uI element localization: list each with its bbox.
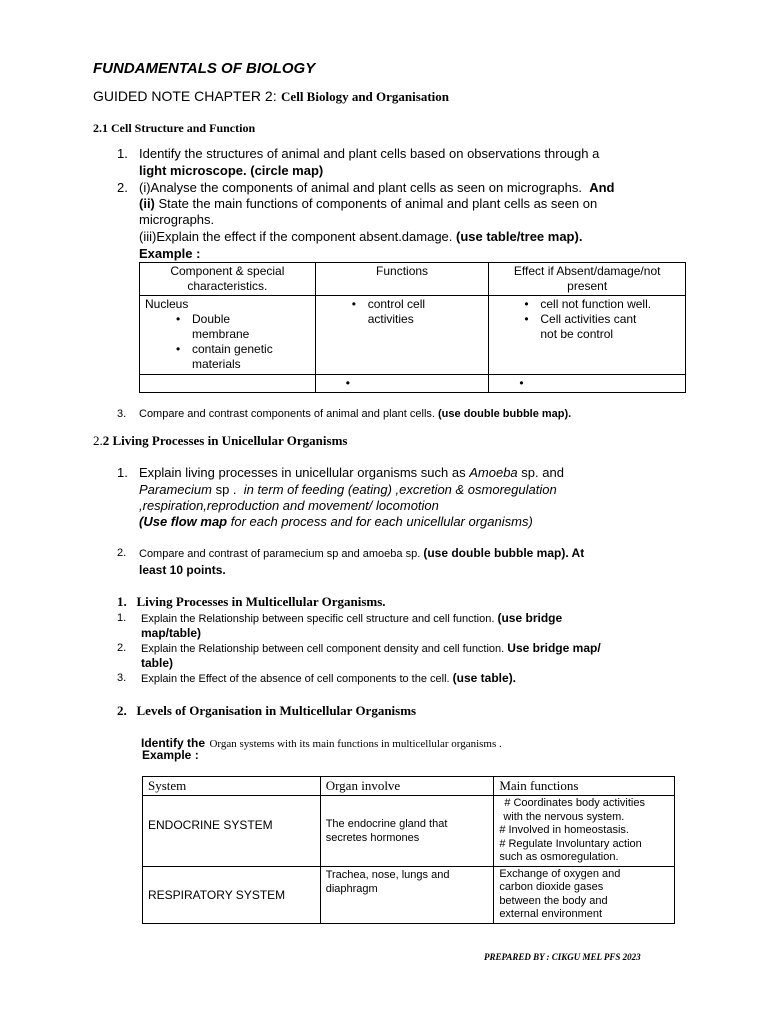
s4-identify: Identify the Organ systems with its main functions in multicellular organisms .: [141, 736, 502, 750]
s21-item1-line1: Identify the structures of animal and plant cells based on observations through a: [139, 146, 600, 161]
organ-system-table: [142, 776, 675, 924]
s3-item2-number: 2.: [117, 642, 127, 654]
s21-item2-line2: State the main functions of components of animal and plant cells as seen on: [158, 196, 598, 211]
list-item: • contain genetic materials: [192, 342, 310, 372]
chapter-prefix: GUIDED NOTE CHAPTER 2:: [93, 88, 277, 104]
table-cell-organ: The endocrine gland that secretes hormones: [320, 796, 494, 867]
s22-item2: Compare and contrast of paramecium sp and amoeba sp. (use double bubble map). At least 10 points.: [139, 546, 585, 577]
s21-example-label: Example :: [139, 246, 201, 261]
table-header-component: Component & special characteristics.: [140, 263, 316, 296]
s3-item1-number: 1.: [117, 612, 127, 624]
s22-item1: Explain living processes in unicellular organisms such as Amoeba sp. and Paramecium sp . in term of feeding (eating) ,excretion & osmoregulation ,respiration,reproduction and movement/ locomotion (Use flow map for each process and for each unicellular organisms): [139, 465, 564, 529]
table-row: [143, 796, 675, 867]
s21-item2-line1: (i)Analyse the components of animal and plant cells as seen on micrographs.: [139, 180, 582, 195]
bullet-icon: •: [519, 376, 524, 390]
table-header-row: [143, 777, 675, 796]
s22-item1-number: 1.: [117, 465, 128, 480]
list-item: • control cell activities: [368, 297, 484, 327]
s21-item2-number: 2.: [117, 180, 128, 195]
s3-item3-number: 3.: [117, 672, 127, 684]
s22-item2-number: 2.: [117, 547, 127, 559]
s21-item2-ii: (ii): [139, 196, 155, 211]
list-item: • Cell activities cant not be control: [540, 312, 680, 342]
table-cell-system: ENDOCRINE SYSTEM: [143, 796, 321, 867]
table-cell-component: Nucleus • Double membrane • contain genetic materials: [140, 296, 316, 375]
table-cell-organ: Trachea, nose, lungs and diaphragm: [320, 866, 494, 923]
document-title: FUNDAMENTALS OF BIOLOGY: [93, 60, 316, 77]
list-item: • cell not function well.: [540, 297, 680, 312]
table-row: [143, 866, 675, 923]
s21-item2-and: And: [589, 180, 615, 195]
chapter-topic: Cell Biology and Organisation: [281, 89, 449, 104]
table-cell-functions: # Coordinates body activities with the nervous system. # Involved in homeostasis. # Regulate Involuntary action such as osmoregulation.: [494, 796, 675, 867]
table-cell-function: [315, 296, 489, 375]
table-header-functions: Functions: [315, 263, 489, 296]
s21-item1: [139, 146, 699, 179]
list-item: • Double membrane: [192, 312, 310, 342]
s21-item2-line3: micrographs.: [139, 212, 215, 227]
section-2-2-heading: 2.2 Living Processes in Unicellular Organisms: [93, 433, 348, 448]
s4-example-label: Example :: [142, 748, 199, 762]
s21-item3: Compare and contrast components of animal and plant cells. (use double bubble map).: [139, 408, 572, 420]
s3-item1: Explain the Relationship between specific cell structure and cell function. (use bridge map/table): [141, 611, 563, 640]
s21-item1-line2: light microscope. (circle map): [139, 163, 324, 178]
table-cell-effect: [489, 296, 686, 375]
section-levels-heading: 2. Levels of Organisation in Multicellular Organisms: [117, 703, 417, 718]
bullet-icon: •: [345, 376, 350, 390]
s21-item2-tip: (use table/tree map).: [456, 229, 583, 244]
table-header-organ: Organ involve: [320, 777, 494, 796]
s21-item2: [139, 180, 699, 262]
section-multicellular-heading: 1. Living Processes in Multicellular Organisms.: [117, 594, 386, 609]
table-header-system: System: [143, 777, 321, 796]
s21-item1-number: 1.: [117, 146, 128, 161]
table-row-empty: [140, 375, 686, 393]
table-cell-system: RESPIRATORY SYSTEM: [143, 866, 321, 923]
cell-component-table: [139, 262, 686, 393]
s3-item2: Explain the Relationship between cell component density and cell function. Use bridge map/ table): [141, 641, 601, 670]
table-header-main-functions: Main functions: [494, 777, 675, 796]
s3-item3: Explain the Effect of the absence of cell components to the cell. (use table).: [141, 671, 517, 685]
chapter-heading: [93, 88, 449, 106]
table-cell-functions: Exchange of oxygen and carbon dioxide gases between the body and external environment: [494, 866, 675, 923]
table-header-effect: Effect if Absent/damage/not present: [489, 263, 686, 296]
prepared-by-footer: PREPARED BY : CIKGU MEL PFS 2023: [484, 952, 641, 962]
s21-item3-number: 3.: [117, 408, 127, 420]
s21-item2-line4: (iii)Explain the effect if the component absent.damage.: [139, 229, 453, 244]
table-header-row: [140, 263, 686, 296]
table-row: [140, 296, 686, 375]
section-2-1-heading: 2.1 Cell Structure and Function: [93, 121, 256, 135]
